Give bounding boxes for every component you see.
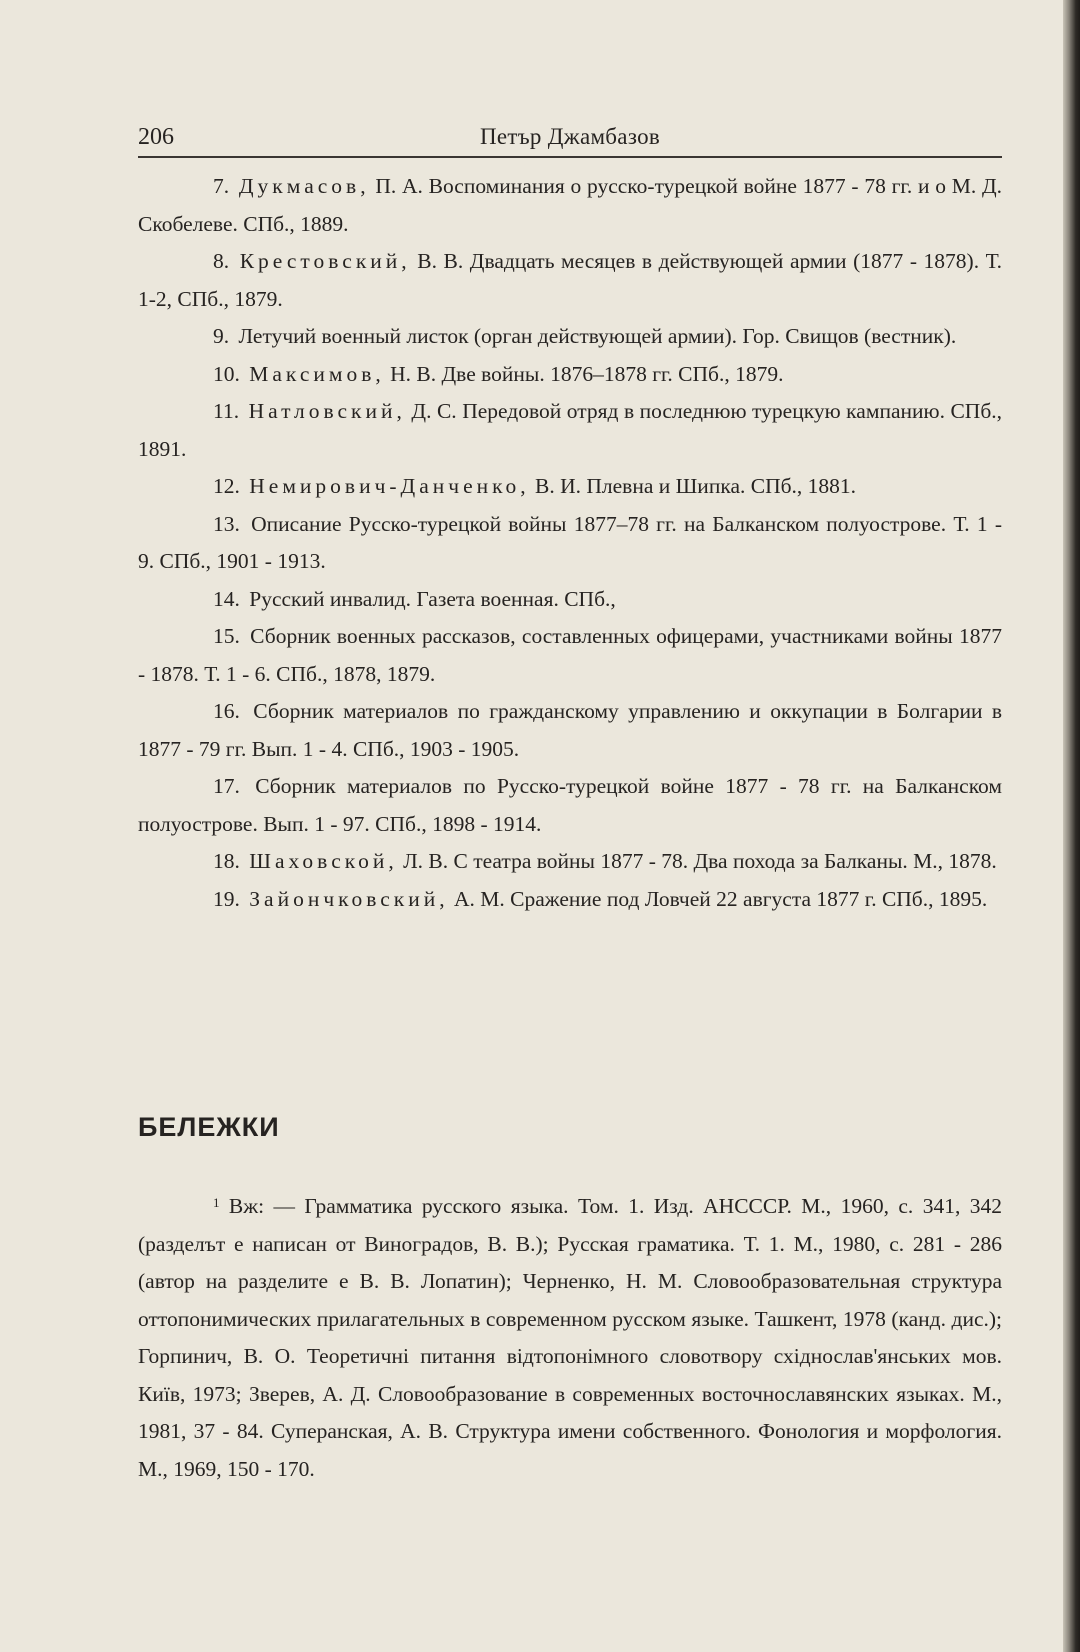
entry-number: 19. — [213, 886, 240, 911]
bibliography-entry — [138, 581, 1002, 619]
bibliography-entry — [138, 356, 1002, 394]
entry-number: 14. — [213, 586, 240, 611]
entry-text: А. М. Сражение под Ловчей 22 августа 1877 г. СПб., 1895. — [454, 886, 988, 911]
entry-text: Сборник военных рассказов, составленных офицерами, участниками войны 1877 - 1878. Т. 1 - 6. СПб., 1878, 1879. — [138, 624, 1002, 686]
entry-text: В. В. Двадцать месяцев в действующей армии (1877 - 1878). Т. 1-2, СПб., 1879. — [138, 249, 1002, 311]
entry-number: 16. — [213, 699, 240, 723]
bibliography-entry — [138, 243, 1002, 318]
entry-number: 8. — [213, 249, 230, 273]
entry-author: Натловский, — [248, 399, 406, 423]
entry-author: Шаховской, — [249, 849, 398, 873]
page-header — [138, 122, 1002, 158]
page-number: 206 — [138, 124, 174, 150]
entry-text: Русский инвалид. Газета военная. СПб., — [249, 586, 616, 611]
bibliography-entry — [138, 881, 1002, 919]
entry-author: Немирович-Данченко, — [249, 474, 530, 498]
bibliography-entry — [138, 318, 1002, 356]
entry-text: Сборник материалов по Русско-турецкой войне 1877 - 78 гг. на Балканском полуострове. Вып. 1 - 97. СПб., 1898 - 1914. — [138, 774, 1002, 836]
running-head: Петър Джамбазов — [479, 124, 661, 149]
entry-author: Дукмасов, — [238, 174, 370, 198]
entry-number: 11. — [213, 399, 240, 423]
footnote — [138, 1184, 1002, 1488]
entry-text: Сборник материалов по гражданскому управлению и оккупации в Болгарии в 1877 - 79 гг. Вып. 1 - 4. СПб., 1903 - 1905. — [138, 699, 1003, 761]
entry-author: Максимов, — [249, 361, 385, 386]
book-spine-shadow — [1063, 0, 1080, 1652]
bibliography-entry — [138, 468, 1002, 506]
entry-text: Н. В. Две войны. 1876–1878 гг. СПб., 1879. — [390, 361, 784, 386]
entry-text: Описание Русско-турецкой войны 1877–78 гг. на Балканском полуострове. Т. 1 - 9. СПб., 1901 - 1913. — [138, 511, 1003, 573]
entry-text: П. А. Воспоминания о русско-турецкой войне 1877 - 78 гг. и о М. Д. Скобелеве. СПб., 1889. — [138, 174, 1003, 236]
entry-number: 12. — [213, 474, 240, 498]
footnote-marker: 1 — [213, 1195, 220, 1210]
entry-number: 9. — [213, 324, 230, 348]
entry-author: Зайончковский, — [249, 886, 449, 911]
bibliography-list — [138, 168, 1002, 918]
bibliography-entry — [138, 393, 1002, 468]
entry-number: 18. — [213, 849, 240, 873]
footnote-text: Вж: — Грамматика русского языка. Том. 1. Изд. АНСССР. М., 1960, с. 341, 342 (разделът е написан от Виноградов, В. В.); Русская граматика. Т. 1. М., 1980, с. 281 - 286 (автор на разделите е В. В. Лопатин); Черненко, Н. М. Словообразовательная структура оттопонимических прилагательных в современном русском языке. Ташкент, 1978 (канд. дис.); Горпинич, В. О. Теоретичні питання відтопонімного словотвору східнослав'янських мов. Київ, 1973; Зверев, А. Д. Словообразование в современных восточнославянских языках. М., 1981, 37 - 84. Суперанская, А. В. Структура имени собственного. Фонология и морфология. М., 1969, 150 - 170. — [138, 1194, 1002, 1481]
entry-number: 13. — [213, 511, 240, 536]
entry-number: 10. — [213, 361, 240, 386]
entry-number: 15. — [213, 624, 240, 648]
entry-author: Крестовский, — [239, 249, 411, 273]
bibliography-entry — [138, 768, 1002, 843]
entry-text: В. И. Плевна и Шипка. СПб., 1881. — [535, 474, 857, 498]
entry-text: Летучий военный листок (орган действующей армии). Гор. Свищов (вестник). — [238, 324, 957, 348]
bibliography-entry — [138, 506, 1002, 581]
bibliography-entry — [138, 693, 1002, 768]
entry-number: 17. — [213, 774, 240, 798]
bibliography-entry — [138, 168, 1002, 243]
entry-text: Д. С. Передовой отряд в последнюю турецкую кампанию. СПб., 1891. — [138, 399, 1003, 461]
notes-heading: БЕЛЕЖКИ — [138, 1112, 280, 1142]
entry-number: 7. — [213, 174, 230, 198]
bibliography-entry — [138, 618, 1002, 693]
entry-text: Л. В. С театра войны 1877 - 78. Два похода за Балканы. М., 1878. — [403, 849, 997, 873]
bibliography-entry — [138, 843, 1002, 881]
